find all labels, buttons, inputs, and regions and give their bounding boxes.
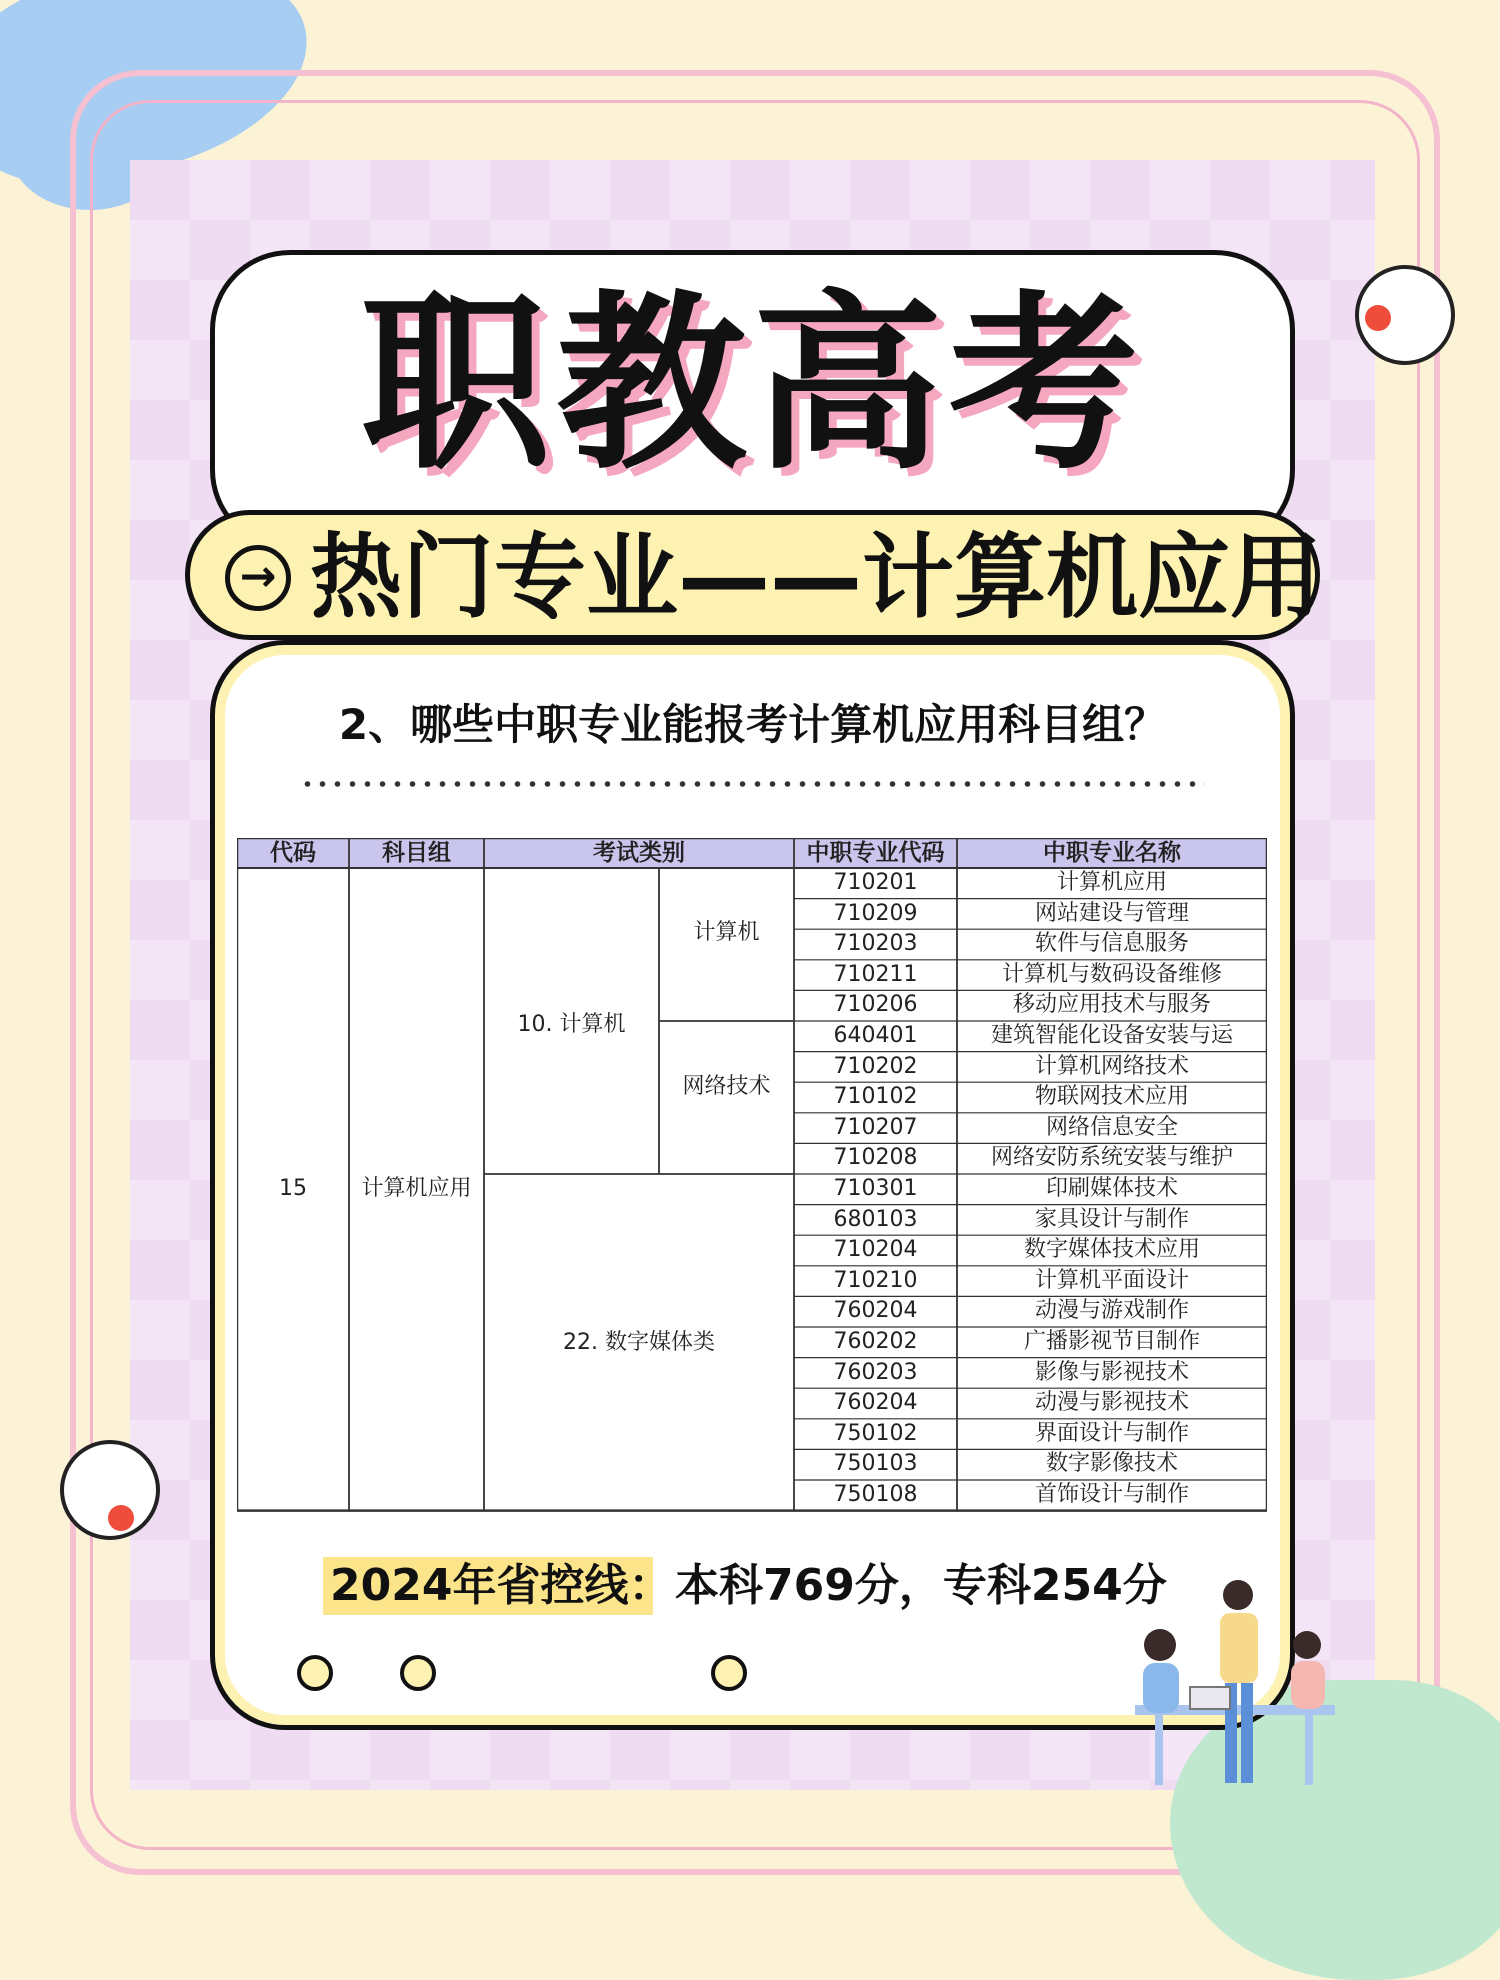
cell-sub-network: 网络技术 xyxy=(682,1074,771,1099)
majors-table xyxy=(237,838,1267,1516)
arrow-right-circle-icon: → xyxy=(225,545,291,611)
row-major-code: 710209 xyxy=(833,900,918,926)
row-major-code: 710208 xyxy=(833,1145,918,1171)
header-category: 考试类别 xyxy=(593,840,685,866)
cell-code-value: 15 xyxy=(279,1176,307,1201)
score-value: 本科769分，专科254分 xyxy=(675,1560,1167,1611)
header-code: 代码 xyxy=(270,840,316,866)
row-major-code: 750102 xyxy=(833,1420,918,1446)
row-major-name: 计算机平面设计 xyxy=(1034,1267,1189,1293)
row-major-name: 数字影像技术 xyxy=(1045,1451,1178,1477)
row-major-code: 710202 xyxy=(833,1053,918,1079)
row-major-code: 760204 xyxy=(833,1298,918,1324)
flower-center-left xyxy=(108,1505,134,1531)
page-title: 职教高考 xyxy=(360,274,1145,495)
cell-category-digital-media: 22. 数字媒体类 xyxy=(563,1330,715,1355)
row-major-name: 界面设计与制作 xyxy=(1034,1420,1189,1446)
header-major-code: 中职专业代码 xyxy=(806,840,945,866)
row-major-code: 760202 xyxy=(833,1329,918,1354)
row-major-name: 网络安防系统安装与维护 xyxy=(990,1145,1233,1171)
row-major-code: 710102 xyxy=(833,1084,918,1110)
row-major-code: 710207 xyxy=(833,1114,918,1140)
cell-sub-computer: 计算机 xyxy=(693,920,760,945)
flower-center-right xyxy=(1365,305,1391,331)
header-major-name: 中职专业名称 xyxy=(1043,840,1181,866)
row-major-name: 数字媒体技术应用 xyxy=(1023,1237,1200,1263)
cell-category-computer: 10. 计算机 xyxy=(517,1012,626,1037)
row-major-code: 710203 xyxy=(833,931,918,957)
row-major-name: 软件与信息服务 xyxy=(1034,931,1189,957)
row-major-name: 动漫与影视技术 xyxy=(1034,1390,1189,1416)
score-label: 2024年省控线： xyxy=(330,1560,673,1611)
row-major-code: 710206 xyxy=(833,992,918,1018)
row-major-code: 760204 xyxy=(833,1390,918,1416)
row-major-code: 750108 xyxy=(833,1482,918,1507)
decor-circle-1 xyxy=(297,1655,333,1691)
people-illustration-icon xyxy=(1115,1575,1355,1790)
question-heading: 2、哪些中职专业能报考计算机应用科目组？ xyxy=(338,700,1167,749)
decor-circle-2 xyxy=(400,1655,436,1691)
header-group: 科目组 xyxy=(382,840,451,866)
row-major-name: 计算机与数码设备维修 xyxy=(1001,961,1222,987)
row-major-name: 物联网技术应用 xyxy=(1034,1084,1189,1110)
row-major-name: 计算机应用 xyxy=(1056,870,1167,895)
row-major-name: 网络信息安全 xyxy=(1045,1114,1178,1140)
page-subtitle: 热门专业——计算机应用 xyxy=(310,524,1323,631)
row-major-code: 710201 xyxy=(833,870,918,895)
row-major-name: 首饰设计与制作 xyxy=(1034,1482,1189,1507)
row-major-code: 750103 xyxy=(833,1451,918,1477)
row-major-name: 家具设计与制作 xyxy=(1034,1206,1189,1232)
row-major-code: 680103 xyxy=(833,1206,918,1232)
row-major-name: 影像与影视技术 xyxy=(1034,1359,1189,1385)
row-major-name: 计算机网络技术 xyxy=(1034,1053,1189,1079)
row-major-code: 640401 xyxy=(833,1023,918,1048)
decor-circle-3 xyxy=(711,1655,747,1691)
row-major-name: 动漫与游戏制作 xyxy=(1034,1298,1189,1324)
row-major-name: 印刷媒体技术 xyxy=(1045,1176,1178,1201)
cell-group-value: 计算机应用 xyxy=(361,1176,472,1201)
row-major-code: 710210 xyxy=(833,1267,918,1293)
row-major-name: 广播影视节目制作 xyxy=(1023,1329,1200,1354)
row-major-name: 移动应用技术与服务 xyxy=(1012,992,1211,1018)
row-major-code: 760203 xyxy=(833,1359,918,1385)
dotted-divider xyxy=(300,780,1205,788)
row-major-code: 710301 xyxy=(833,1176,918,1201)
row-major-name: 建筑智能化设备安装与运 xyxy=(990,1023,1233,1048)
row-major-name: 网站建设与管理 xyxy=(1034,900,1189,926)
row-major-code: 710204 xyxy=(833,1237,918,1263)
row-major-code: 710211 xyxy=(833,961,918,987)
